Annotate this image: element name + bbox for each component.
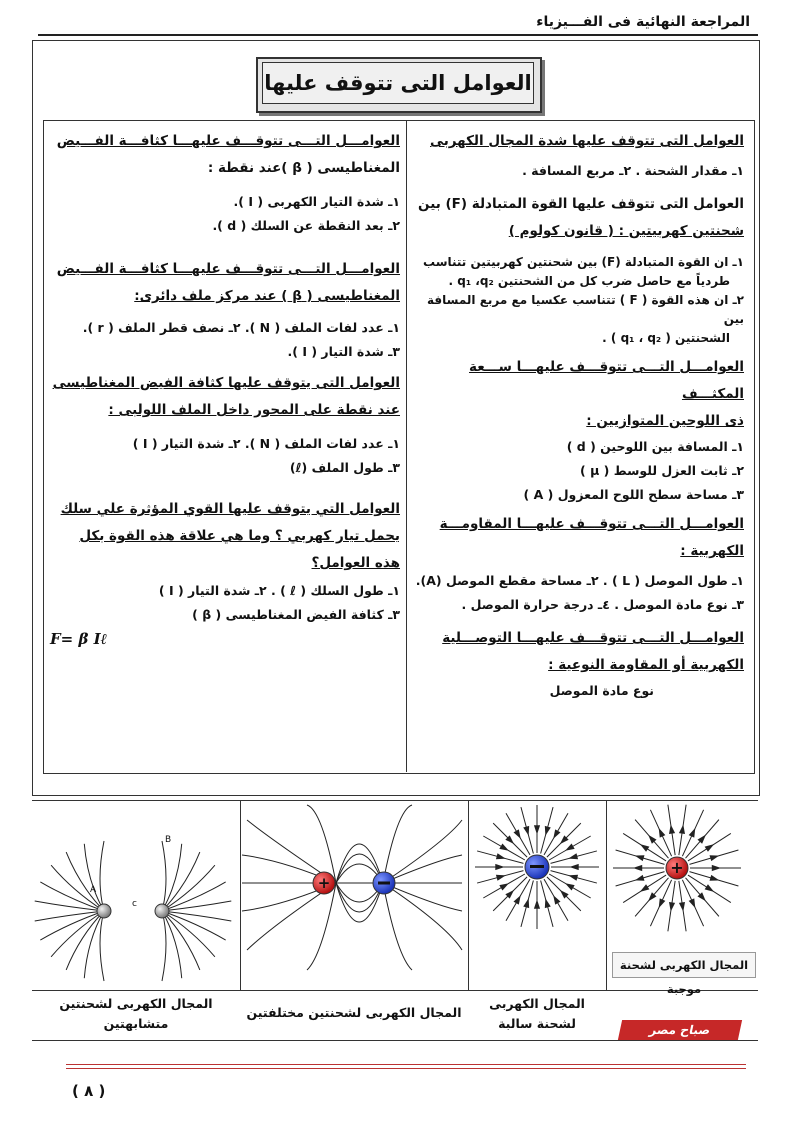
field-arrow — [680, 903, 685, 910]
field-strength-heading: العوامل التى تتوقف عليها شدة المجال الكهربى — [430, 133, 744, 149]
dipole-diagram — [242, 805, 462, 970]
field-arrow — [635, 866, 642, 871]
similar-field-line — [162, 852, 200, 911]
field-arrow — [535, 901, 540, 908]
capacitor-heading-2: ذى اللوحين المتوازيين : — [586, 413, 744, 429]
caption-similar-charges — [32, 994, 240, 1034]
field-arrow — [641, 845, 648, 851]
similar-field-line — [35, 911, 104, 921]
point-c-label: c — [132, 899, 137, 909]
field-arrow — [670, 826, 675, 833]
field-arrow — [496, 865, 503, 870]
force-formula: F= β Iℓ — [50, 630, 108, 648]
field-arrow — [705, 845, 712, 851]
resistivity-line-1: نوع مادة الموصل — [549, 683, 654, 698]
field-arrow — [497, 875, 505, 880]
coil-flux-heading-1: العوامـــل التـــى تتوقـــف عليهـــا كثافـــة الفـــيض — [56, 261, 400, 277]
caption-rule-bottom — [32, 1040, 758, 1041]
force-heading-1: العوامل التي يتوقف عليها القوي المؤثرة علي سلك — [60, 501, 400, 517]
field-arrow — [524, 900, 529, 908]
similar-field-line — [51, 911, 104, 957]
watermark-logo: صباح مصر — [618, 1020, 742, 1040]
resistivity-heading-2: الكهربية أو المقاومة النوعية : — [548, 657, 744, 673]
similar-field-line — [35, 901, 104, 911]
capacitor-line-3: ٣ـ مساحة سطح اللوح المعزول ( A ) — [523, 487, 744, 502]
column-divider — [406, 120, 407, 772]
caption-similar-line-1: المجال الكهربى لشحنتين — [59, 996, 213, 1011]
field-arrow — [636, 856, 644, 861]
solenoid-line-2: ٣ـ طول الملف (ℓ) — [289, 460, 400, 475]
page-number: ( ٨ ) — [72, 1082, 106, 1100]
force-line-2: ٣ـ كثافة الفيض المغناطيسى ( β ) — [192, 607, 400, 622]
field-arrow — [705, 885, 712, 891]
similar-field-line — [66, 911, 104, 970]
caption-negative-line-2: لشحنة سالبة — [498, 1016, 576, 1031]
field-arrow — [535, 826, 540, 833]
coulomb-heading-1: العوامل التى تتوقف عليها القوة المتبادلة (F) بين — [418, 196, 744, 212]
field-arrow — [566, 844, 573, 850]
field-arrow — [524, 827, 529, 835]
header-rule — [38, 34, 758, 36]
similar-field-line — [84, 911, 104, 978]
similar-field-line — [162, 844, 182, 911]
point-b-label: B — [165, 835, 172, 845]
similar-charges-diagram — [35, 835, 232, 981]
coulomb-line-3: ٢ـ ان هذه القوة ( F ) تتناسب عكسيا مع مربع المسافة بين — [427, 293, 744, 326]
similar-field-line — [162, 911, 215, 957]
caption-rule — [32, 990, 758, 991]
similar-field-line — [84, 844, 104, 911]
field-arrow — [571, 865, 578, 870]
resistivity-heading-1: العوامـــل التـــى تتوقـــف عليهـــا التوصـــلية — [442, 630, 744, 646]
field-arrow — [659, 829, 664, 837]
field-arrow — [570, 854, 578, 859]
field-arrow — [514, 830, 520, 837]
capacitor-line-2: ٢ـ ثابت العزل للوسط ( μ ) — [580, 463, 744, 478]
similar-field-line — [162, 865, 215, 911]
resistance-line-1: ١ـ طول الموصل ( L ) . ٢ـ مساحة مقطع الموصل (A). — [415, 573, 744, 588]
force-line-1: ١ـ طول السلك ( ℓ ) . ٢ـ شدة التيار ( I ) — [158, 583, 400, 598]
footer-rule-2 — [66, 1068, 746, 1069]
coulomb-heading-2: شحنتين كهربيتين : ( قانون كولوم ) — [508, 223, 744, 239]
solenoid-heading-2: عند نقطة على المحور داخل الملف اللولبى : — [108, 402, 400, 418]
field-arrow — [710, 876, 718, 881]
similar-charge-1 — [97, 904, 111, 918]
capacitor-line-1: ١ـ المسافة بين اللوحين ( d ) — [566, 439, 744, 454]
wire-flux-line-1: ١ـ شدة التيار الكهربى ( I ). — [233, 194, 400, 209]
field-arrow — [659, 899, 664, 907]
solenoid-line-1: ١ـ عدد لفات الملف ( N ). ٢ـ شدة التيار ( I ) — [132, 436, 400, 451]
field-arrow — [514, 896, 520, 903]
caption-positive-charge: المجال الكهربى لشحنة موجبة — [612, 952, 756, 978]
coil-flux-line-1: ١ـ عدد لفات الملف ( N ). ٢ـ نصف قطر الملف ( r ). — [82, 320, 400, 335]
field-arrow — [712, 866, 719, 871]
caption-negative-charge — [468, 994, 606, 1034]
similar-field-line — [66, 852, 104, 911]
wire-flux-heading-1: العوامـــل التـــى تتوقـــف عليهـــا كثافـــة الفـــيض — [56, 133, 400, 149]
point-a-label: A — [90, 885, 97, 895]
caption-opposite-charges: المجال الكهربى لشحنتين مختلفتين — [246, 1005, 462, 1020]
similar-field-line — [162, 911, 182, 978]
field-arrow — [545, 900, 550, 908]
resistance-heading-2: الكهربية : — [680, 543, 744, 559]
wire-flux-line-2: ٢ـ بعد النقطة عن السلك ( d ). — [212, 218, 400, 233]
svg-text:+: + — [670, 858, 684, 877]
negative-charge-diagram — [475, 805, 599, 929]
coil-flux-heading-2: المغناطيسى ( β ) عند مركز ملف دائرى: — [134, 288, 400, 304]
field-arrow — [570, 875, 578, 880]
field-arrow — [689, 899, 694, 907]
solenoid-heading-1: العوامل التى يتوقف عليها كثافة الفيض المغناطيسى — [52, 375, 400, 391]
similar-field-line — [100, 841, 104, 911]
positive-charge-diagram — [613, 805, 741, 932]
field-arrow — [689, 829, 694, 837]
coulomb-line-4: الشحنتين ( q₁ ، q₂ ) . — [602, 331, 730, 345]
coulomb-line-1: ١ـ ان القوة المتبادلة (F) بين شحنتين كهربيتين تتناسب — [423, 255, 744, 269]
footer-rule-1 — [66, 1064, 746, 1065]
field-arrow — [554, 830, 560, 837]
force-heading-2: يحمل تيار كهربي ؟ وما هي علاقة هذه القوة بكل — [79, 528, 400, 544]
field-arrow — [545, 827, 550, 835]
force-heading-3: هذه العوامل؟ — [311, 555, 400, 571]
field-arrow — [500, 884, 507, 890]
resistance-heading-1: العوامـــل التـــى تتوقـــف عليهـــا المقاومـــة — [439, 516, 744, 532]
similar-charge-2 — [155, 904, 169, 918]
svg-text:+: + — [317, 874, 331, 892]
left-column — [50, 128, 400, 651]
field-arrow — [641, 885, 648, 891]
similar-field-line — [100, 911, 104, 981]
field-arrow — [670, 903, 675, 910]
caption-similar-line-2: متشابهتين — [103, 1016, 169, 1031]
coulomb-line-2: طردياً مع حاصل ضرب كل من الشحنتين q₁ ،q₂ . — [448, 274, 730, 288]
page-header: المراجعة النهائية فى الفـــيزياء — [536, 14, 750, 30]
field-arrow — [554, 896, 560, 903]
caption-negative-line-1: المجال الكهربى — [489, 996, 585, 1011]
field-arrow — [680, 826, 685, 833]
field-arrow — [497, 854, 505, 859]
field-arrow — [566, 884, 573, 890]
coil-flux-line-2: ٣ـ شدة التيار ( I ). — [287, 344, 400, 359]
field-strength-factors: ١ـ مقدار الشحنة . ٢ـ مربع المسافة . — [522, 163, 744, 178]
wire-flux-heading-2: المغناطيسى ( β )عند نقطة : — [207, 160, 400, 176]
field-arrow — [636, 876, 644, 881]
capacitor-heading-1: العوامـــل التـــى تتوقـــف عليهـــا ســـعة المكثـــف — [469, 359, 744, 402]
similar-field-line — [162, 911, 231, 921]
similar-field-line — [162, 911, 200, 970]
field-arrow — [710, 856, 718, 861]
field-arrow — [500, 844, 507, 850]
similar-field-line — [162, 901, 231, 911]
similar-field-line — [162, 841, 166, 911]
page-title: العوامل التى تتوقف عليها — [262, 62, 534, 104]
resistance-line-2: ٣ـ نوع مادة الموصل . ٤ـ درجة حرارة الموصل . — [461, 597, 744, 612]
right-column — [414, 128, 744, 703]
similar-field-line — [162, 911, 166, 981]
